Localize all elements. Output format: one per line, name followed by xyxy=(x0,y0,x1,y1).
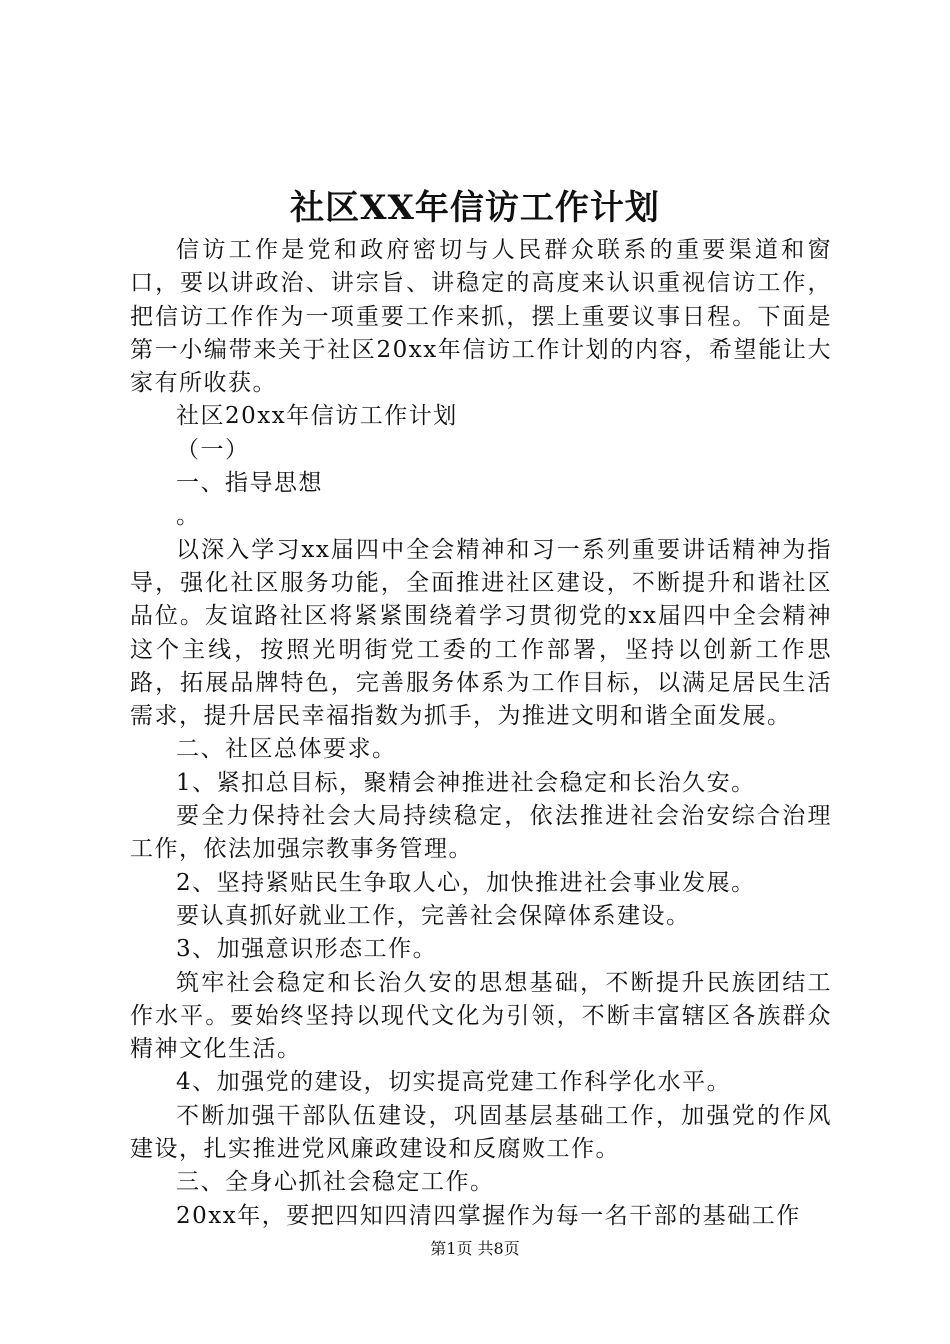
paragraph-period: 。 xyxy=(176,503,201,530)
item-1-body: 要全力保持社会大局持续稳定，依法推进社会治安综合治理工作，依法加强宗教事务管理。 xyxy=(130,803,832,863)
page-footer: 第1页 共8页 xyxy=(430,1239,520,1258)
heading-overall-requirements: 二、社区总体要求。 xyxy=(176,736,397,763)
item-2-heading: 2、坚持紧贴民生争取人心，加快推进社会事业发展。 xyxy=(176,869,756,896)
heading-guiding-ideology: 一、指导思想 xyxy=(176,470,323,497)
document-body xyxy=(130,234,832,1233)
paragraph-social-stability-body: 20xx年，要把四知四清四掌握作为每一名干部的基础工作 xyxy=(176,1202,801,1229)
item-3-heading: 3、加强意识形态工作。 xyxy=(176,936,438,963)
item-2-body: 要认真抓好就业工作，完善社会保障体系建设。 xyxy=(176,902,691,929)
item-3-body: 筑牢社会稳定和长治久安的思想基础，不断提升民族团结工作水平。要始终坚持以现代文化为引领，不断丰富辖区各族群众精神文化生活。 xyxy=(130,969,832,1063)
paragraph-subtitle: 社区20xx年信访工作计划 xyxy=(176,403,458,430)
paragraph-guiding-ideology-body: 以深入学习xx届四中全会精神和习一系列重要讲话精神为指导，强化社区服务功能，全面推进社区建设，不断提升和谐社区品位。友谊路社区将紧紧围绕着学习贯彻党的xx届四中全会精神这个主线，按照光明街党工委的工作部署，坚持以创新工作思路，拓展品牌特色，完善服务体系为工作目标，以满足居民生活需求，提升居民幸福指数为抓手，为推进文明和谐全面发展。 xyxy=(130,536,832,730)
item-4-body: 不断加强干部队伍建设，巩固基层基础工作，加强党的作风建设，扎实推进党风廉政建设和反腐败工作。 xyxy=(130,1102,832,1163)
heading-social-stability: 三、全身心抓社会稳定工作。 xyxy=(176,1169,495,1196)
document-title: 社区XX年信访工作计划 xyxy=(290,188,660,228)
item-1-heading: 1、紧扣总目标，聚精会神推进社会稳定和长治久安。 xyxy=(176,769,756,796)
paragraph-intro: 信访工作是党和政府密切与人民群众联系的重要渠道和窗口，要以讲政治、讲宗旨、讲稳定的高度来认识重视信访工作，把信访工作作为一项重要工作来抓，摆上重要议事日程。下面是第一小编带来关于社区20xx年信访工作计划的内容，希望能让大家有所收获。 xyxy=(130,237,832,397)
item-4-heading: 4、加强党的建设，切实提高党建工作科学化水平。 xyxy=(176,1069,732,1096)
paragraph-part-one: （一） xyxy=(176,436,250,463)
